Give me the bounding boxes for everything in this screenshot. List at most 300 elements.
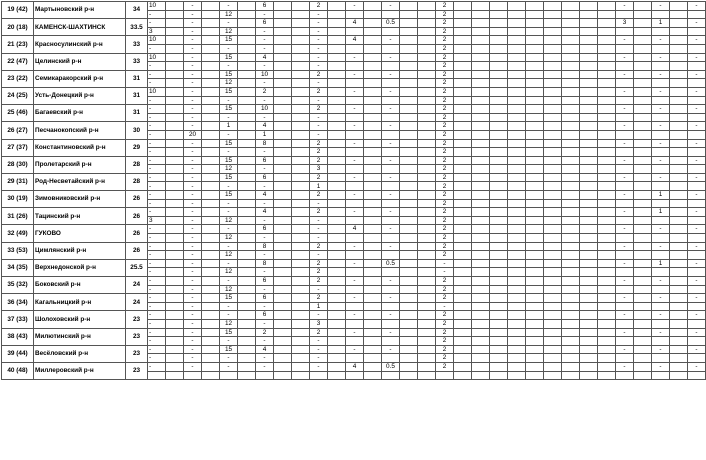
- value-cell: [598, 165, 616, 174]
- value-cell: 10: [148, 36, 166, 45]
- value-cell: [472, 268, 490, 277]
- value-cell: -: [310, 345, 328, 354]
- value-cell: [418, 277, 436, 286]
- district-name: КАМЕНСК-ШАХТИНСК: [34, 19, 126, 36]
- value-cell: [544, 87, 562, 96]
- value-cell: [670, 27, 688, 36]
- value-cell: [328, 225, 346, 234]
- value-cell: [436, 371, 454, 380]
- value-cell: [454, 285, 472, 294]
- value-cell: [328, 96, 346, 105]
- value-cell: -: [148, 96, 166, 105]
- score-cell: 30: [126, 122, 148, 139]
- value-cell: [202, 285, 220, 294]
- value-cell: [292, 199, 310, 208]
- value-cell: -: [616, 328, 634, 337]
- value-cell: -: [652, 345, 670, 354]
- value-cell: [166, 294, 184, 303]
- value-cell: -: [382, 139, 400, 148]
- value-cell: [364, 345, 382, 354]
- value-cell: [328, 319, 346, 328]
- value-cell: [580, 302, 598, 311]
- value-cell: [364, 156, 382, 165]
- value-cell: 2: [436, 173, 454, 182]
- value-cell: -: [256, 319, 274, 328]
- table-row: [2, 2, 706, 11]
- value-cell: [508, 87, 526, 96]
- value-cell: [598, 113, 616, 122]
- value-cell: [580, 328, 598, 337]
- value-cell: [364, 242, 382, 251]
- value-cell: 2: [310, 70, 328, 79]
- value-cell: [400, 36, 418, 45]
- value-cell: [562, 113, 580, 122]
- value-cell: [454, 105, 472, 114]
- table-row: [2, 277, 706, 286]
- value-cell: 8: [256, 242, 274, 251]
- value-cell: -: [652, 225, 670, 234]
- value-cell: [400, 259, 418, 268]
- value-cell: -: [616, 208, 634, 217]
- value-cell: 2: [436, 277, 454, 286]
- score-cell: 23: [126, 328, 148, 345]
- value-cell: [544, 139, 562, 148]
- value-cell: -: [652, 173, 670, 182]
- value-cell: [544, 328, 562, 337]
- value-cell: -: [382, 208, 400, 217]
- value-cell: [418, 173, 436, 182]
- value-cell: -: [616, 294, 634, 303]
- value-cell: -: [310, 216, 328, 225]
- value-cell: [166, 285, 184, 294]
- value-cell: 2: [310, 2, 328, 11]
- value-cell: [274, 62, 292, 71]
- value-cell: [670, 234, 688, 243]
- value-cell: [580, 371, 598, 380]
- value-cell: [202, 199, 220, 208]
- value-cell: -: [616, 225, 634, 234]
- value-cell: [238, 105, 256, 114]
- value-cell: [400, 337, 418, 346]
- value-cell: -: [616, 311, 634, 320]
- value-cell: [490, 44, 508, 53]
- value-cell: [364, 10, 382, 19]
- district-name: Род-Несветайский р-н: [34, 173, 126, 190]
- value-cell: [292, 259, 310, 268]
- value-cell: [634, 345, 652, 354]
- value-cell: 15: [220, 156, 238, 165]
- value-cell: [166, 53, 184, 62]
- value-cell: -: [148, 311, 166, 320]
- value-cell: -: [256, 199, 274, 208]
- value-cell: [598, 216, 616, 225]
- value-cell: [472, 259, 490, 268]
- value-cell: [490, 113, 508, 122]
- value-cell: [238, 96, 256, 105]
- value-cell: -: [184, 139, 202, 148]
- table-row: [2, 208, 706, 217]
- value-cell: [454, 70, 472, 79]
- value-cell: [670, 225, 688, 234]
- value-cell: [292, 208, 310, 217]
- value-cell: 2: [436, 87, 454, 96]
- value-cell: [418, 44, 436, 53]
- value-cell: [382, 251, 400, 260]
- value-cell: -: [652, 277, 670, 286]
- value-cell: -: [688, 191, 706, 200]
- value-cell: [670, 139, 688, 148]
- value-cell: [274, 105, 292, 114]
- value-cell: [544, 277, 562, 286]
- value-cell: [418, 156, 436, 165]
- score-cell: 26: [126, 208, 148, 225]
- value-cell: [688, 302, 706, 311]
- value-cell: -: [310, 79, 328, 88]
- value-cell: -: [220, 362, 238, 371]
- value-cell: 2: [436, 156, 454, 165]
- value-cell: 2: [436, 130, 454, 139]
- value-cell: [508, 96, 526, 105]
- value-cell: [328, 36, 346, 45]
- value-cell: [454, 130, 472, 139]
- value-cell: [454, 27, 472, 36]
- value-cell: [580, 139, 598, 148]
- value-cell: [202, 36, 220, 45]
- value-cell: [562, 96, 580, 105]
- value-cell: [490, 199, 508, 208]
- value-cell: [634, 337, 652, 346]
- value-cell: [598, 87, 616, 96]
- value-cell: [580, 277, 598, 286]
- value-cell: 2: [436, 62, 454, 71]
- value-cell: [544, 130, 562, 139]
- value-cell: [598, 79, 616, 88]
- value-cell: [526, 156, 544, 165]
- value-cell: [508, 259, 526, 268]
- value-cell: [472, 44, 490, 53]
- score-cell: 24: [126, 294, 148, 311]
- value-cell: 15: [220, 70, 238, 79]
- value-cell: [634, 311, 652, 320]
- value-cell: [400, 362, 418, 371]
- value-cell: 2: [436, 319, 454, 328]
- value-cell: [202, 148, 220, 157]
- value-cell: [166, 311, 184, 320]
- value-cell: [454, 96, 472, 105]
- value-cell: [508, 44, 526, 53]
- value-cell: [544, 362, 562, 371]
- value-cell: [418, 208, 436, 217]
- value-cell: [670, 371, 688, 380]
- value-cell: [670, 319, 688, 328]
- value-cell: [562, 345, 580, 354]
- value-cell: [346, 234, 364, 243]
- value-cell: [202, 242, 220, 251]
- value-cell: -: [256, 27, 274, 36]
- value-cell: [490, 27, 508, 36]
- value-cell: [454, 36, 472, 45]
- value-cell: -: [220, 311, 238, 320]
- value-cell: -: [652, 53, 670, 62]
- value-cell: [472, 165, 490, 174]
- value-cell: -: [382, 2, 400, 11]
- value-cell: 4: [346, 19, 364, 28]
- value-cell: [346, 44, 364, 53]
- value-cell: -: [652, 36, 670, 45]
- value-cell: [400, 294, 418, 303]
- value-cell: [400, 156, 418, 165]
- value-cell: [580, 362, 598, 371]
- value-cell: [400, 208, 418, 217]
- value-cell: [544, 36, 562, 45]
- value-cell: -: [616, 362, 634, 371]
- value-cell: [418, 122, 436, 131]
- value-cell: -: [652, 328, 670, 337]
- value-cell: -: [184, 113, 202, 122]
- value-cell: [634, 277, 652, 286]
- value-cell: -: [688, 19, 706, 28]
- value-cell: [202, 371, 220, 380]
- value-cell: [508, 285, 526, 294]
- value-cell: [634, 354, 652, 363]
- value-cell: -: [346, 122, 364, 131]
- value-cell: [670, 36, 688, 45]
- value-cell: 3: [148, 27, 166, 36]
- value-cell: [382, 371, 400, 380]
- value-cell: [472, 182, 490, 191]
- value-cell: [346, 130, 364, 139]
- score-cell: 33.5: [126, 19, 148, 36]
- value-cell: [346, 285, 364, 294]
- value-cell: -: [184, 337, 202, 346]
- value-cell: [454, 328, 472, 337]
- value-cell: [490, 87, 508, 96]
- value-cell: 6: [256, 173, 274, 182]
- value-cell: -: [346, 277, 364, 286]
- value-cell: [382, 130, 400, 139]
- value-cell: [274, 173, 292, 182]
- value-cell: [616, 148, 634, 157]
- value-cell: -: [148, 10, 166, 19]
- value-cell: [688, 371, 706, 380]
- value-cell: [472, 2, 490, 11]
- value-cell: -: [220, 148, 238, 157]
- value-cell: [454, 148, 472, 157]
- value-cell: [364, 130, 382, 139]
- value-cell: [328, 79, 346, 88]
- value-cell: [544, 242, 562, 251]
- value-cell: [418, 27, 436, 36]
- rank-cell: 29 (31): [2, 173, 34, 190]
- value-cell: -: [184, 148, 202, 157]
- value-cell: [508, 62, 526, 71]
- value-cell: [364, 277, 382, 286]
- value-cell: [292, 105, 310, 114]
- value-cell: [544, 268, 562, 277]
- value-cell: [580, 259, 598, 268]
- value-cell: -: [346, 345, 364, 354]
- value-cell: [274, 328, 292, 337]
- value-cell: [202, 277, 220, 286]
- value-cell: [328, 53, 346, 62]
- value-cell: [670, 268, 688, 277]
- value-cell: [490, 2, 508, 11]
- value-cell: [508, 53, 526, 62]
- value-cell: -: [148, 251, 166, 260]
- value-cell: [238, 242, 256, 251]
- value-cell: [580, 79, 598, 88]
- district-name: Мартыновский р-н: [34, 2, 126, 19]
- value-cell: [166, 27, 184, 36]
- value-cell: [274, 302, 292, 311]
- value-cell: -: [688, 311, 706, 320]
- value-cell: [634, 251, 652, 260]
- value-cell: [634, 191, 652, 200]
- value-cell: [652, 199, 670, 208]
- value-cell: 1: [652, 191, 670, 200]
- value-cell: [670, 19, 688, 28]
- value-cell: [526, 285, 544, 294]
- value-cell: [616, 96, 634, 105]
- value-cell: [670, 70, 688, 79]
- value-cell: [490, 337, 508, 346]
- score-cell: 28: [126, 156, 148, 173]
- value-cell: [688, 268, 706, 277]
- value-cell: [400, 285, 418, 294]
- value-cell: [472, 70, 490, 79]
- value-cell: [598, 345, 616, 354]
- value-cell: [634, 87, 652, 96]
- value-cell: -: [310, 199, 328, 208]
- value-cell: [562, 319, 580, 328]
- value-cell: [670, 251, 688, 260]
- value-cell: 12: [220, 251, 238, 260]
- value-cell: [508, 19, 526, 28]
- value-cell: 2: [436, 251, 454, 260]
- value-cell: 6: [256, 311, 274, 320]
- value-cell: [202, 173, 220, 182]
- value-cell: [526, 165, 544, 174]
- value-cell: -: [310, 225, 328, 234]
- value-cell: [292, 242, 310, 251]
- value-cell: [544, 122, 562, 131]
- value-cell: [472, 199, 490, 208]
- value-cell: -: [148, 44, 166, 53]
- value-cell: [634, 182, 652, 191]
- value-cell: [328, 259, 346, 268]
- value-cell: [688, 130, 706, 139]
- value-cell: [418, 105, 436, 114]
- value-cell: [202, 216, 220, 225]
- value-cell: [652, 165, 670, 174]
- table-row: [2, 242, 706, 251]
- value-cell: 1: [220, 122, 238, 131]
- value-cell: 2: [310, 259, 328, 268]
- value-cell: [634, 62, 652, 71]
- value-cell: [328, 70, 346, 79]
- value-cell: -: [256, 234, 274, 243]
- value-cell: -: [184, 19, 202, 28]
- value-cell: 2: [436, 165, 454, 174]
- table-row: [2, 70, 706, 79]
- table-row: [2, 225, 706, 234]
- value-cell: [472, 87, 490, 96]
- value-cell: 6: [256, 294, 274, 303]
- value-cell: 1: [310, 302, 328, 311]
- value-cell: [364, 199, 382, 208]
- value-cell: [562, 27, 580, 36]
- value-cell: [490, 285, 508, 294]
- value-cell: [166, 225, 184, 234]
- value-cell: [490, 173, 508, 182]
- value-cell: -: [688, 225, 706, 234]
- rank-cell: 27 (37): [2, 139, 34, 156]
- value-cell: [238, 182, 256, 191]
- value-cell: 2: [436, 53, 454, 62]
- value-cell: [490, 259, 508, 268]
- value-cell: [598, 148, 616, 157]
- value-cell: [472, 113, 490, 122]
- value-cell: [634, 319, 652, 328]
- value-cell: [526, 53, 544, 62]
- value-cell: -: [688, 294, 706, 303]
- value-cell: [202, 27, 220, 36]
- value-cell: -: [688, 259, 706, 268]
- value-cell: [400, 113, 418, 122]
- value-cell: [490, 53, 508, 62]
- value-cell: -: [184, 242, 202, 251]
- value-cell: 15: [220, 345, 238, 354]
- value-cell: -: [382, 105, 400, 114]
- value-cell: [454, 44, 472, 53]
- value-cell: [526, 182, 544, 191]
- value-cell: [292, 277, 310, 286]
- value-cell: -: [688, 362, 706, 371]
- value-cell: [418, 345, 436, 354]
- value-cell: 2: [310, 208, 328, 217]
- value-cell: [238, 156, 256, 165]
- value-cell: [688, 199, 706, 208]
- value-cell: [688, 10, 706, 19]
- value-cell: -: [688, 36, 706, 45]
- value-cell: 2: [436, 44, 454, 53]
- value-cell: [274, 311, 292, 320]
- value-cell: [346, 354, 364, 363]
- value-cell: [508, 225, 526, 234]
- value-cell: [562, 165, 580, 174]
- value-cell: [274, 225, 292, 234]
- value-cell: [616, 113, 634, 122]
- value-cell: -: [256, 285, 274, 294]
- district-name: Кагальницкий р-н: [34, 294, 126, 311]
- value-cell: -: [346, 87, 364, 96]
- value-cell: [454, 10, 472, 19]
- value-cell: [562, 53, 580, 62]
- value-cell: [526, 139, 544, 148]
- value-cell: [292, 354, 310, 363]
- value-cell: [598, 19, 616, 28]
- value-cell: [364, 148, 382, 157]
- value-cell: [652, 216, 670, 225]
- value-cell: [364, 216, 382, 225]
- value-cell: -: [184, 285, 202, 294]
- value-cell: [328, 156, 346, 165]
- value-cell: -: [310, 130, 328, 139]
- value-cell: [562, 44, 580, 53]
- value-cell: 2: [436, 36, 454, 45]
- value-cell: -: [220, 199, 238, 208]
- value-cell: [202, 10, 220, 19]
